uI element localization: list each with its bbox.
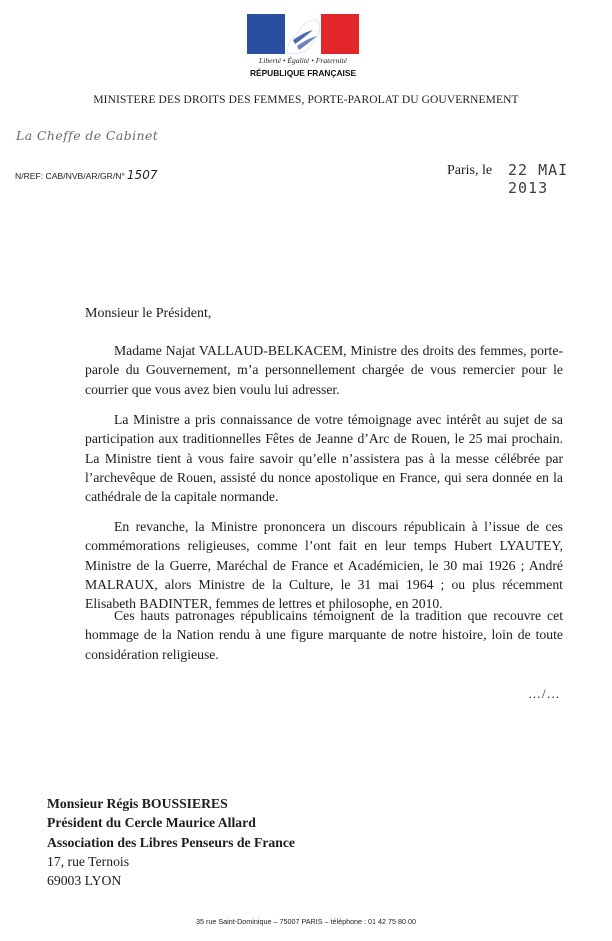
paragraph-text: Madame Najat VALLAUD-BELKACEM, Ministre des droits des femmes, porte-parole du Gouvernement, m’a personnellement chargée de vous remercier pour le courrier que vous avez bien voulu lui adresser. xyxy=(85,343,563,397)
paragraph-text: La Ministre a pris connaissance de votre témoignage avec intérêt au sujet de sa participation aux traditionnelles Fêtes de Jeanne d’Arc de Rouen, le 25 mai prochain. La Ministre tient à vous faire savoir qu’elle n’assistera pas à la messe célébrée par l’archevêque de Rouen, assisté du nonce apostolique en France, qui sera donnée en la cathédrale de la capitale normande. xyxy=(85,412,563,505)
marianne-logo xyxy=(247,14,359,84)
paragraph xyxy=(85,410,563,506)
salutation: Monsieur le Président, xyxy=(85,306,212,321)
recipient-address xyxy=(47,794,295,890)
ministry-header: MINISTERE DES DROITS DES FEMMES, PORTE-PAROLAT DU GOUVERNEMENT xyxy=(93,94,519,106)
signatory-title: La Cheffe de Cabinet xyxy=(16,128,159,143)
reference-line xyxy=(15,168,157,182)
recipient-name: Monsieur Régis BOUSSIERES xyxy=(47,796,228,811)
date-stamp: 22 MAI 2013 xyxy=(508,161,569,197)
reference-number: 1507 xyxy=(126,168,158,182)
date-place: Paris, le xyxy=(447,163,493,178)
recipient-street: 17, rue Ternois xyxy=(47,853,130,869)
marianne-flag-icon xyxy=(247,14,359,54)
footer-address: 35 rue Saint-Dominique – 75007 PARIS – téléphone : 01 42 75 80 00 xyxy=(195,917,417,926)
recipient-city: 69003 LYON xyxy=(47,873,122,889)
paragraph xyxy=(85,341,563,399)
republique-francaise: RÉPUBLIQUE FRANÇAISE xyxy=(249,68,357,78)
paragraph-text: En revanche, la Ministre prononcera un discours républicain à l’issue de ces commémorations religieuses, comme l’ont fait en leur temps Hubert LYAUTEY, Ministre de la Guerre, Maréchal de France et Académicien, le 30 mai 1926 ; André MALRAUX, alors Ministre de la Culture, le 31 mai 1964 ; ou plus récemment Elisabeth BADINTER, femmes de lettres et philosophe, en 2010. xyxy=(85,519,563,612)
recipient-title: Président du Cercle Maurice Allard xyxy=(47,815,256,831)
republic-motto: Liberté • Égalité • Fraternité xyxy=(259,56,347,65)
continuation-mark: …/… xyxy=(528,686,561,701)
recipient-organization: Association des Libres Penseurs de France xyxy=(47,834,296,850)
paragraph xyxy=(85,606,563,664)
reference-label: N/REF: CAB/NVB/AR/GR/N° xyxy=(15,171,125,181)
paragraph xyxy=(85,517,563,613)
paragraph-text: Ces hauts patronages républicains témoignent de la tradition que recouvre cet hommage de la Nation rendu à une figure marquante de notre histoire, loin de toute considération religieuse. xyxy=(85,608,563,662)
